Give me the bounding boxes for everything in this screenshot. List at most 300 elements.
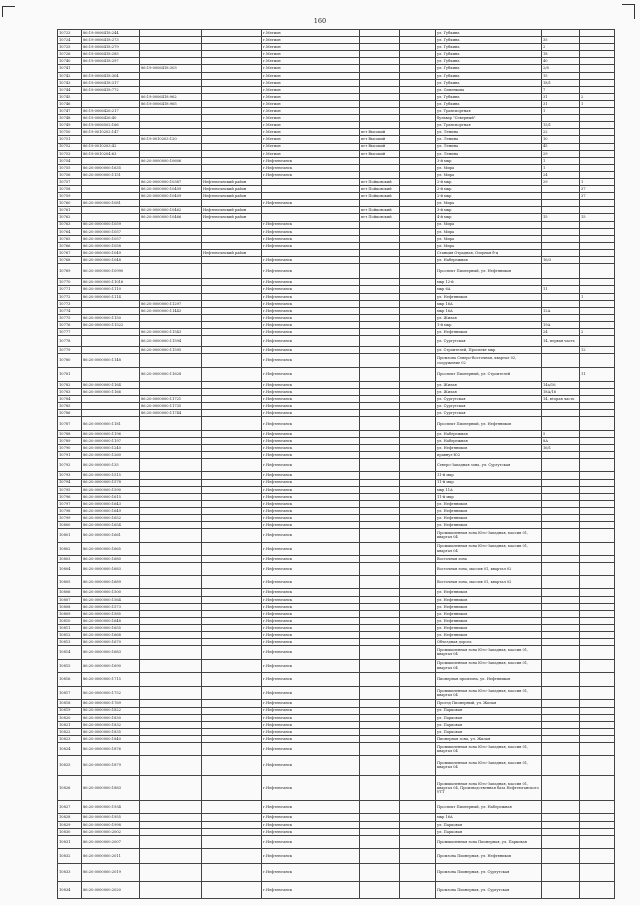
blank-cell	[400, 115, 436, 122]
district-cell	[202, 576, 262, 589]
cadastral-number-alt-cell	[140, 200, 202, 207]
house-cell	[542, 828, 580, 835]
house-cell: 7	[542, 86, 580, 93]
cadastral-number-cell: 86:20:0000000:1830	[82, 714, 140, 721]
settlement-cell	[360, 596, 400, 603]
house-cell	[542, 576, 580, 589]
house-cell: 16/3	[542, 257, 580, 264]
settlement-cell	[360, 444, 400, 451]
town-cell: г.Нефтеюганск	[262, 814, 360, 821]
street-cell: ул. Парковая	[436, 707, 542, 714]
apartment-cell	[580, 881, 615, 898]
settlement-cell	[360, 108, 400, 115]
blank-cell	[400, 430, 436, 437]
street-cell: ул. Мира	[436, 235, 542, 242]
settlement-cell	[360, 472, 400, 479]
settlement-cell	[360, 382, 400, 389]
district-cell	[202, 444, 262, 451]
blank-cell	[400, 459, 436, 472]
apartment-cell	[580, 164, 615, 171]
row-number-cell: 10811	[58, 624, 82, 631]
town-cell	[262, 193, 360, 200]
table-row	[58, 821, 615, 828]
cadastral-number-alt-cell	[140, 452, 202, 459]
house-cell: 15	[542, 214, 580, 221]
cadastral-number-alt-cell	[140, 881, 202, 898]
apartment-cell	[580, 707, 615, 714]
apartment-cell	[580, 700, 615, 707]
cadastral-number-alt-cell	[140, 286, 202, 293]
apartment-cell	[580, 479, 615, 486]
cadastral-number-cell: 86:19:0010204:63	[82, 150, 140, 157]
apartment-cell	[580, 646, 615, 659]
table-row	[58, 515, 615, 522]
table-row	[58, 51, 615, 58]
blank-cell	[400, 249, 436, 256]
street-cell: 11-й мкр	[436, 472, 542, 479]
blank-cell	[400, 171, 436, 178]
table-row	[58, 86, 615, 93]
cadastral-number-cell	[82, 186, 140, 193]
settlement-cell	[360, 707, 400, 714]
apartment-cell	[580, 821, 615, 828]
blank-cell	[400, 157, 436, 164]
house-cell: 24	[542, 171, 580, 178]
blank-cell	[400, 221, 436, 228]
street-cell: Промышленная зона Юго-Западная, массив 01, квартал 04	[436, 659, 542, 672]
blank-cell	[400, 617, 436, 624]
district-cell	[202, 756, 262, 775]
district-cell	[202, 396, 262, 403]
table-row	[58, 257, 615, 264]
apartment-cell	[580, 864, 615, 881]
town-cell	[262, 178, 360, 185]
table-row	[58, 249, 615, 256]
settlement-cell	[360, 403, 400, 410]
cadastral-number-cell	[82, 329, 140, 336]
blank-cell	[400, 30, 436, 37]
town-cell: г.Нефтеюганск	[262, 479, 360, 486]
blank-cell	[400, 286, 436, 293]
district-cell	[202, 437, 262, 444]
street-cell: ул. Ленина	[436, 136, 542, 143]
district-cell	[202, 347, 262, 354]
apartment-cell	[580, 30, 615, 37]
cadastral-number-alt-cell	[140, 228, 202, 235]
settlement-cell	[360, 437, 400, 444]
blank-cell	[400, 396, 436, 403]
apartment-cell	[580, 65, 615, 72]
row-number-cell: 10829	[58, 821, 82, 828]
apartment-cell	[580, 728, 615, 735]
district-cell	[202, 257, 262, 264]
row-number-cell: 10741	[58, 65, 82, 72]
row-number-cell: 10808	[58, 603, 82, 610]
table-row	[58, 193, 615, 200]
row-number-cell: 10726	[58, 51, 82, 58]
house-cell	[542, 639, 580, 646]
settlement-cell	[360, 417, 400, 430]
apartment-cell	[580, 756, 615, 775]
street-cell: Промзона Северо-Восточная, квартал 02, сооружение 02	[436, 354, 542, 367]
settlement-cell	[360, 515, 400, 522]
town-cell: г.Мегион	[262, 108, 360, 115]
house-cell: 35	[542, 37, 580, 44]
row-number-cell: 10792	[58, 459, 82, 472]
apartment-cell	[580, 610, 615, 617]
house-cell: 8А	[542, 437, 580, 444]
apartment-cell	[580, 430, 615, 437]
table-row	[58, 44, 615, 51]
street-cell: ул. Мира	[436, 164, 542, 171]
settlement-cell	[360, 500, 400, 507]
row-number-cell: 10754	[58, 157, 82, 164]
table-row	[58, 742, 615, 755]
apartment-cell	[580, 150, 615, 157]
district-cell	[202, 728, 262, 735]
district-cell	[202, 562, 262, 575]
apartment-cell: 1	[580, 100, 615, 107]
street-cell: Промышленная зона Юго-Западная, массив 01, квартал 04	[436, 687, 542, 700]
street-cell: ул. Парковая	[436, 728, 542, 735]
settlement-cell	[360, 828, 400, 835]
cadastral-number-alt-cell	[140, 37, 202, 44]
town-cell: г.Нефтеюганск	[262, 459, 360, 472]
cadastral-number-cell: 86:20:0000000:1715	[82, 672, 140, 686]
street-cell: мкр 6А	[436, 286, 542, 293]
house-cell	[542, 542, 580, 555]
town-cell	[262, 214, 360, 221]
blank-cell	[400, 775, 436, 801]
town-cell: г.Нефтеюганск	[262, 200, 360, 207]
table-row	[58, 500, 615, 507]
street-cell: 3-й мкр	[436, 157, 542, 164]
row-number-cell: 10817	[58, 687, 82, 700]
district-cell	[202, 410, 262, 417]
town-cell: г.Нефтеюганск	[262, 835, 360, 848]
blank-cell	[400, 486, 436, 493]
blank-cell	[400, 735, 436, 742]
cadastral-number-alt-cell	[140, 72, 202, 79]
row-number-cell: 10789	[58, 437, 82, 444]
town-cell: г.Нефтеюганск	[262, 881, 360, 898]
house-cell	[542, 242, 580, 249]
cadastral-number-alt-cell	[140, 430, 202, 437]
cadastral-number-alt-cell: 86:20:0000000:10466	[140, 214, 202, 221]
blank-cell	[400, 522, 436, 529]
row-number-cell: 10825	[58, 756, 82, 775]
cadastral-number-alt-cell	[140, 314, 202, 321]
apartment-cell	[580, 507, 615, 514]
table-row	[58, 100, 615, 107]
apartment-cell: 1	[580, 178, 615, 185]
district-cell	[202, 707, 262, 714]
house-cell	[542, 207, 580, 214]
district-cell	[202, 646, 262, 659]
table-row	[58, 576, 615, 589]
house-cell	[542, 881, 580, 898]
cadastral-number-cell	[82, 157, 140, 164]
street-cell: ул. Парковая	[436, 821, 542, 828]
row-number-cell: 10830	[58, 828, 82, 835]
settlement-cell	[360, 801, 400, 814]
apartment-cell	[580, 171, 615, 178]
house-cell: 18/1	[542, 79, 580, 86]
house-cell	[542, 864, 580, 881]
apartment-cell	[580, 801, 615, 814]
district-cell	[202, 589, 262, 596]
blank-cell	[400, 821, 436, 828]
cadastral-number-alt-cell	[140, 849, 202, 864]
street-cell: ул. Нефтяников	[436, 515, 542, 522]
cadastral-number-alt-cell	[140, 562, 202, 575]
blank-cell	[400, 672, 436, 686]
district-cell	[202, 687, 262, 700]
row-number-cell: 10783	[58, 389, 82, 396]
row-number-cell: 10834	[58, 881, 82, 898]
settlement-cell: пгт Пойковский	[360, 214, 400, 221]
apartment-cell	[580, 589, 615, 596]
apartment-cell	[580, 108, 615, 115]
cadastral-number-alt-cell	[140, 264, 202, 279]
row-number-cell: 10784	[58, 396, 82, 403]
town-cell: г.Нефтеюганск	[262, 396, 360, 403]
town-cell: г.Мегион	[262, 44, 360, 51]
settlement-cell	[360, 279, 400, 286]
apartment-cell	[580, 200, 615, 207]
house-cell	[542, 700, 580, 707]
district-cell	[202, 100, 262, 107]
town-cell: г.Нефтеюганск	[262, 354, 360, 367]
town-cell: г.Нефтеюганск	[262, 389, 360, 396]
cadastral-number-cell: 86:20:0000000:1840	[82, 735, 140, 742]
table-row	[58, 646, 615, 659]
street-cell: ул. Мира	[436, 228, 542, 235]
district-cell	[202, 108, 262, 115]
settlement-cell	[360, 30, 400, 37]
settlement-cell	[360, 864, 400, 881]
row-number-cell: 10821	[58, 721, 82, 728]
street-cell: Проспект Пионерный, ул. Строителей	[436, 367, 542, 381]
cadastral-number-cell: 86:20:0000000:2002	[82, 828, 140, 835]
blank-cell	[400, 542, 436, 555]
town-cell: г.Нефтеюганск	[262, 756, 360, 775]
cadastral-number-alt-cell	[140, 707, 202, 714]
row-number-cell: 10773	[58, 300, 82, 307]
cadastral-number-cell: 86:20:0000000:1164	[82, 382, 140, 389]
street-cell: Пионерная промзона, ул. Нефтяников	[436, 672, 542, 686]
row-number-cell: 10747	[58, 108, 82, 115]
settlement-cell	[360, 86, 400, 93]
street-cell: ул. Мира	[436, 221, 542, 228]
town-cell: г.Нефтеюганск	[262, 529, 360, 542]
cadastral-number-cell: 86:20:0000000:1752	[82, 687, 140, 700]
town-cell: г.Нефтеюганск	[262, 264, 360, 279]
blank-cell	[400, 79, 436, 86]
apartment-cell	[580, 486, 615, 493]
row-number-cell: 10806	[58, 589, 82, 596]
apartment-cell	[580, 72, 615, 79]
settlement-cell	[360, 115, 400, 122]
apartment-cell	[580, 115, 615, 122]
district-cell	[202, 452, 262, 459]
district-cell	[202, 200, 262, 207]
apartment-cell	[580, 286, 615, 293]
district-cell	[202, 403, 262, 410]
district-cell: Нефтеюганский район	[202, 214, 262, 221]
district-cell	[202, 632, 262, 639]
cadastral-number-alt-cell: 86:20:0000000:11735	[140, 403, 202, 410]
apartment-cell	[580, 639, 615, 646]
settlement-cell	[360, 314, 400, 321]
cadastral-number-alt-cell	[140, 632, 202, 639]
blank-cell	[400, 437, 436, 444]
district-cell	[202, 228, 262, 235]
district-cell	[202, 714, 262, 721]
apartment-cell	[580, 452, 615, 459]
street-cell: Промышленная зона Юго-Западная, массив 01, квартал 04	[436, 742, 542, 755]
district-cell	[202, 93, 262, 100]
house-cell	[542, 624, 580, 631]
house-cell	[542, 835, 580, 848]
cadastral-number-alt-cell	[140, 735, 202, 742]
blank-cell	[400, 300, 436, 307]
register-table	[57, 29, 615, 899]
blank-cell	[400, 610, 436, 617]
street-cell: ул. Сипенкова	[436, 86, 542, 93]
apartment-cell	[580, 321, 615, 328]
town-cell: г.Нефтеюганск	[262, 382, 360, 389]
apartment-cell	[580, 596, 615, 603]
cadastral-number-alt-cell	[140, 150, 202, 157]
town-cell: г.Мегион	[262, 129, 360, 136]
table-row	[58, 728, 615, 735]
cadastral-number-cell: 86:20:0000000:1683	[82, 646, 140, 659]
street-cell: ул. Нефтяников	[436, 596, 542, 603]
town-cell: г.Нефтеюганск	[262, 610, 360, 617]
blank-cell	[400, 417, 436, 430]
blank-cell	[400, 849, 436, 864]
settlement-cell	[360, 228, 400, 235]
apartment-cell	[580, 37, 615, 44]
table-row	[58, 849, 615, 864]
row-number-cell: 10822	[58, 728, 82, 735]
town-cell: г.Нефтеюганск	[262, 728, 360, 735]
blank-cell	[400, 707, 436, 714]
row-number-cell: 10777	[58, 329, 82, 336]
table-row	[58, 389, 615, 396]
apartment-cell: 37	[580, 193, 615, 200]
cadastral-number-alt-cell	[140, 714, 202, 721]
cadastral-number-cell: 86:20:0000000:2019	[82, 864, 140, 881]
street-cell: ул. Парковая	[436, 714, 542, 721]
cadastral-number-cell: 86:20:0000000:1955	[82, 814, 140, 821]
row-number-cell: 10805	[58, 576, 82, 589]
row-number-cell: 10752	[58, 143, 82, 150]
town-cell: г.Нефтеюганск	[262, 714, 360, 721]
street-cell: Проспект Пионерный, ул. Нефтяников	[436, 417, 542, 430]
row-number-cell: 10744	[58, 86, 82, 93]
apartment-cell	[580, 300, 615, 307]
cadastral-number-alt-cell: 86:20:0000000:11594	[140, 336, 202, 347]
house-cell	[542, 659, 580, 672]
house-cell: 11	[542, 286, 580, 293]
town-cell: г.Нефтеюганск	[262, 410, 360, 417]
settlement-cell	[360, 65, 400, 72]
town-cell: г.Нефтеюганск	[262, 672, 360, 686]
town-cell: г.Нефтеюганск	[262, 314, 360, 321]
house-cell	[542, 610, 580, 617]
table-row	[58, 214, 615, 221]
blank-cell	[400, 596, 436, 603]
row-number-cell: 10827	[58, 801, 82, 814]
cadastral-number-cell: 86:20:0000000:1668	[82, 632, 140, 639]
row-number-cell: 10769	[58, 264, 82, 279]
cadastral-number-cell: 86:19:0006418:244	[82, 30, 140, 37]
district-cell	[202, 881, 262, 898]
row-number-cell: 10826	[58, 775, 82, 801]
district-cell	[202, 864, 262, 881]
blank-cell	[400, 603, 436, 610]
settlement-cell: пгт Пойковский	[360, 186, 400, 193]
town-cell: г.Мегион	[262, 143, 360, 150]
blank-cell	[400, 728, 436, 735]
street-cell: ул. Жилая	[436, 314, 542, 321]
district-cell	[202, 515, 262, 522]
table-row	[58, 881, 615, 898]
cadastral-number-cell: 86:20:0000000:1689	[82, 576, 140, 589]
cadastral-number-cell: 86:20:0000000:1166	[82, 389, 140, 396]
cadastral-number-cell: 86:20:0000000:1648	[82, 617, 140, 624]
street-cell: Восточная зона	[436, 555, 542, 562]
town-cell: г.Мегион	[262, 72, 360, 79]
town-cell	[262, 207, 360, 214]
blank-cell	[400, 242, 436, 249]
street-cell: ул. Губкина	[436, 79, 542, 86]
settlement-cell	[360, 93, 400, 100]
town-cell: г.Нефтеюганск	[262, 864, 360, 881]
cadastral-number-alt-cell	[140, 115, 202, 122]
settlement-cell	[360, 300, 400, 307]
district-cell	[202, 522, 262, 529]
house-cell	[542, 522, 580, 529]
table-row	[58, 72, 615, 79]
cadastral-number-alt-cell: 86:20:0000000:11543	[140, 329, 202, 336]
settlement-cell	[360, 336, 400, 347]
blank-cell	[400, 129, 436, 136]
apartment-cell	[580, 632, 615, 639]
cadastral-number-alt-cell	[140, 321, 202, 328]
blank-cell	[400, 58, 436, 65]
row-number-cell: 10774	[58, 307, 82, 314]
blank-cell	[400, 321, 436, 328]
street-cell: ул. Губкина	[436, 51, 542, 58]
street-cell: бульвар "Северный"	[436, 115, 542, 122]
row-number-cell: 10802	[58, 542, 82, 555]
blank-cell	[400, 150, 436, 157]
apartment-cell	[580, 444, 615, 451]
blank-cell	[400, 742, 436, 755]
table-row	[58, 264, 615, 279]
street-cell: ул. Нефтяников	[436, 632, 542, 639]
district-cell	[202, 835, 262, 848]
settlement-cell	[360, 242, 400, 249]
district-cell	[202, 242, 262, 249]
table-row	[58, 129, 615, 136]
town-cell: г.Нефтеюганск	[262, 437, 360, 444]
apartment-cell	[580, 659, 615, 672]
row-number-cell: 10740	[58, 58, 82, 65]
